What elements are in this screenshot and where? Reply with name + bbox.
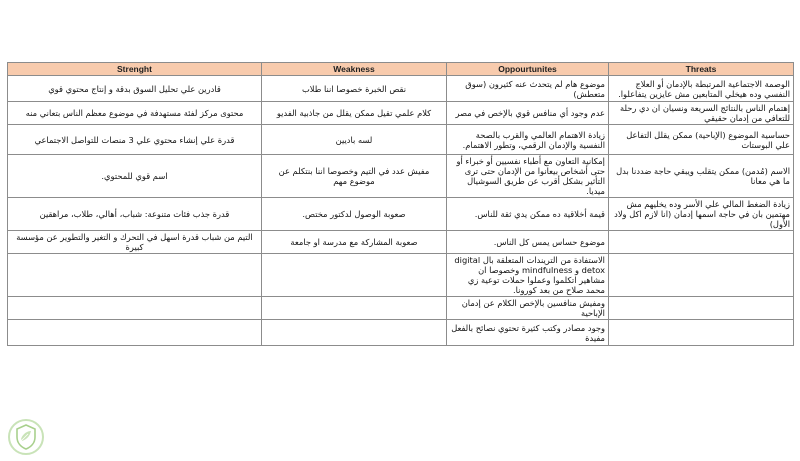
weakness-cell: كلام علمي تقيل ممكن يقلل من جاذبية الفديو (262, 102, 447, 125)
strength-cell: محتوى مركز لفئة مستهدفة في موضوع معظم الناس بتعاني منه (8, 102, 262, 125)
table-row (8, 125, 794, 155)
threat-cell (609, 231, 794, 254)
header-strengths: Strenght (8, 63, 262, 76)
opportunity-cell: عدم وجود أي منافس قوي بالإخص في مصر (447, 102, 609, 125)
opportunity-cell: موضوع هام لم يتحدث عنه كثيرون (سوق متعطش) (447, 76, 609, 102)
header-opportunities: Oppourtunites (447, 63, 609, 76)
header-row (8, 63, 794, 76)
strength-cell: التيم من شباب قدرة اسهل في التحرك و التغير والتطوير عن مؤسسة كبيرة (8, 231, 262, 254)
header-weakness: Weakness (262, 63, 447, 76)
strength-cell: قادرين علي تحليل السوق بدقة و إنتاج محتوي قوي (8, 76, 262, 102)
strength-cell (8, 320, 262, 346)
table-row (8, 231, 794, 254)
opportunity-cell: ومفيش منافسين بالإخص الكلام عن إدمان الإباحية (447, 297, 609, 320)
strength-cell: اسم قوي للمحتوي. (8, 155, 262, 198)
weakness-cell: لسه باديين (262, 125, 447, 155)
opportunity-cell: إمكانية التعاون مع أطباء نفسيين أو خبراء أو حتى أشخاص بيعانوا من الإدمان حتى ترى التأثير بشكل أقرب عن طريق السوشيال ميديا. (447, 155, 609, 198)
opportunity-cell: زيادة الاهتمام العالمي والقرب بالصحة النفسية والإدمان الرقمي، وتطور الاهتمام. (447, 125, 609, 155)
threat-cell (609, 297, 794, 320)
threat-cell: إهتمام الناس بالنتائج السريعة ونسيان ان دي رحلة للتعافي من إدمان حقيقي (609, 102, 794, 125)
swot-table (7, 62, 794, 346)
threat-cell: حساسية الموضوع (الإباحية) ممكن يقلل التفاعل علي البوستات (609, 125, 794, 155)
threat-cell (609, 254, 794, 297)
weakness-cell (262, 297, 447, 320)
opportunity-cell: موضوع حساس يمس كل الناس. (447, 231, 609, 254)
strength-cell: قدرة علي إنشاء محتوي علي 3 منصات للتواصل الاجتماعي (8, 125, 262, 155)
strength-cell (8, 254, 262, 297)
table-row (8, 155, 794, 198)
threat-cell: الوصمة الاجتماعية المرتبطة بالإدمان أو العلاج النفسي وده هيخلي المتابعين مش عايزين يتفاعلوا. (609, 76, 794, 102)
threat-cell (609, 320, 794, 346)
opportunity-cell: الاستفادة من التريندات المتعلقة بال digital detox و mindfulness وخصوصا ان مشاهير اتكلموا وعملوا حملات توعية زي محمد صلاح من بعد كورونا. (447, 254, 609, 297)
strength-cell: قدرة جذب فئات متنوعة: شباب، أهالي، طلاب، مراهقين (8, 198, 262, 231)
threat-cell: الاسم (مُدمن) ممكن يتقلب ويبقي حاجة ضددنا بدل ما هي معانا (609, 155, 794, 198)
header-threats: Threats (609, 63, 794, 76)
threat-cell: زيادة الضغط المالي علي الأسر وده يخليهم مش مهتمين بان في حاجة اسمها إدمان (انا لازم اكل ولاد الأول) (609, 198, 794, 231)
shield-leaf-logo-icon (6, 417, 46, 457)
weakness-cell: نقص الخبرة خصوصا اننا طلاب (262, 76, 447, 102)
table-row (8, 198, 794, 231)
strength-cell (8, 297, 262, 320)
weakness-cell: صعوبة الوصول لدكتور مختص. (262, 198, 447, 231)
weakness-cell (262, 254, 447, 297)
table-row (8, 254, 794, 297)
table-row (8, 320, 794, 346)
opportunity-cell: قيمة أخلاقية ده ممكن يدي ثقة للناس. (447, 198, 609, 231)
table-row (8, 297, 794, 320)
opportunity-cell: وجود مصادر وكتب كثيرة تحتوي نصائح بالفعل مفيدة (447, 320, 609, 346)
weakness-cell (262, 320, 447, 346)
weakness-cell: مفيش عدد في التيم وخصوصا اننا بنتكلم عن موضوع مهم (262, 155, 447, 198)
weakness-cell: صعوبة المشاركة مع مدرسة او جامعة (262, 231, 447, 254)
table-row (8, 102, 794, 125)
table-row (8, 76, 794, 102)
